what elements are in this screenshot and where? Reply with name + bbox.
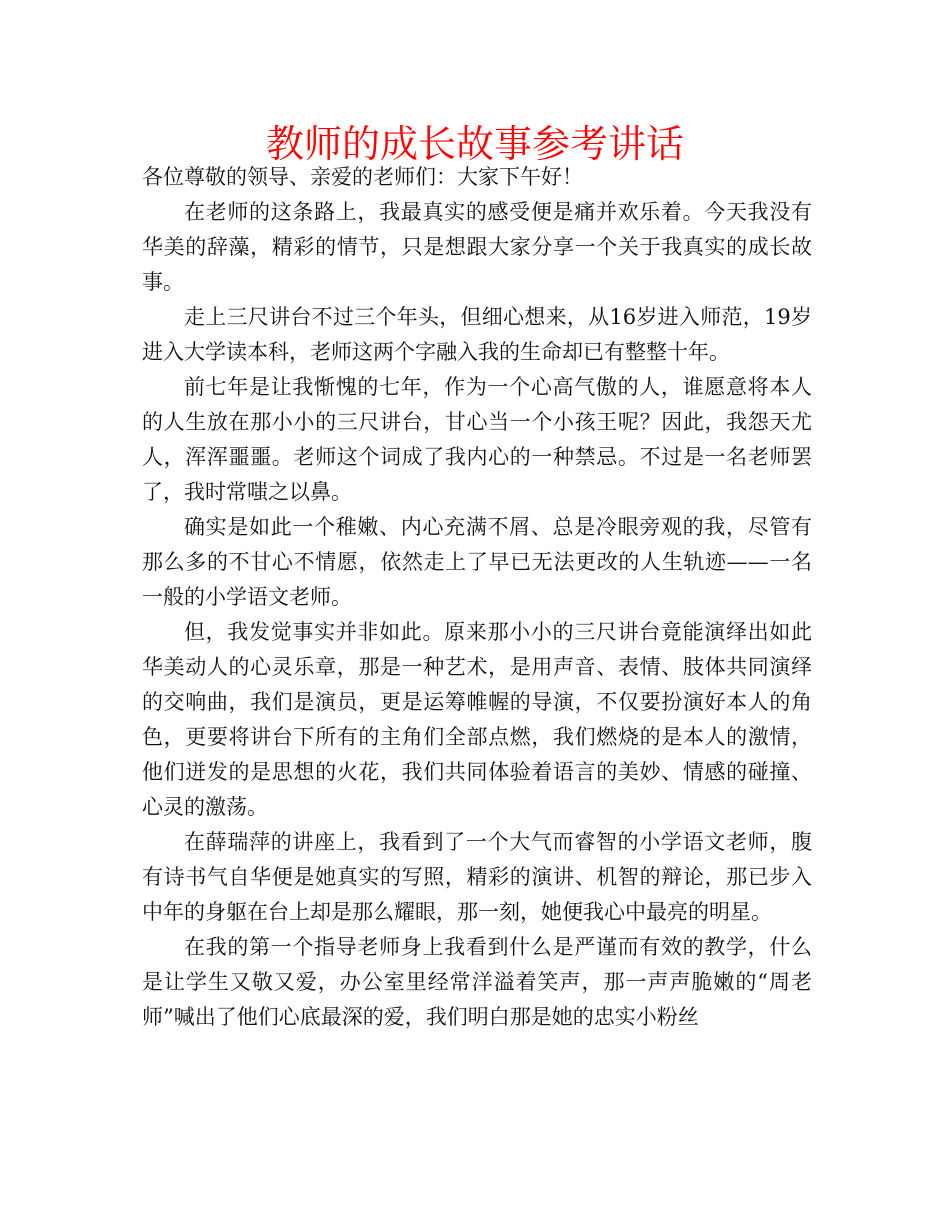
document-title: 教师的成长故事参考讲话 — [265, 122, 684, 166]
paragraph-4: 确实是如此一个稚嫩、内心充满不屑、总是冷眼旁观的我，尽管有那么多的不甘心不情愿，依然走上了早已无法更改的人生轨迹——一名一般的小学语文老师。 — [142, 515, 812, 609]
paragraph-3: 前七年是让我惭愧的七年，作为一个心高气傲的人，谁愿意将本人的人生放在那小小的三尺讲台，甘心当一个小孩王呢？因此，我怨天尤人，浑浑噩噩。老师这个词成了我内心的一种禁忌。不过是一名老师罢了，我时常嗤之以鼻。 — [142, 375, 812, 504]
paragraph-6: 在薛瑞萍的讲座上，我看到了一个大气而睿智的小学语文老师，腹有诗书气自华便是她真实的写照，精彩的演讲、机智的辩论，那已步入中年的身躯在台上却是那么耀眼，那一刻，她便我心中最亮的明星。 — [142, 830, 812, 924]
paragraph-1: 在老师的这条路上，我最真实的感受便是痛并欢乐着。今天我没有华美的辞藻，精彩的情节，只是想跟大家分享一个关于我真实的成长故事。 — [142, 200, 812, 294]
paragraph-7: 在我的第一个指导老师身上我看到什么是严谨而有效的教学，什么是让学生又敬又爱，办公室里经常洋溢着笑声，那一声声脆嫩的“周老师”喊出了他们心底最深的爱，我们明白那是她的忠实小粉丝 — [142, 935, 812, 1029]
paragraph-2: 走上三尺讲台不过三个年头，但细心想来，从16岁进入师范，19岁进入大学读本科，老师这两个字融入我的生命却已有整整十年。 — [142, 305, 812, 364]
document-body — [142, 160, 812, 1035]
greeting-line: 各位尊敬的领导、亲爱的老师们：大家下午好！ — [142, 165, 583, 189]
paragraph-5: 但，我发觉事实并非如此。原来那小小的三尺讲台竟能演绎出如此华美动人的心灵乐章，那是一种艺术，是用声音、表情、肢体共同演绎的交响曲，我们是演员，更是运筹帷幄的导演，不仅要扮演好本人的角色，更要将讲台下所有的主角们全部点燃，我们燃烧的是本人的激情，他们迸发的是思想的火花，我们共同体验着语言的美妙、情感的碰撞、心灵的激荡。 — [142, 620, 812, 819]
